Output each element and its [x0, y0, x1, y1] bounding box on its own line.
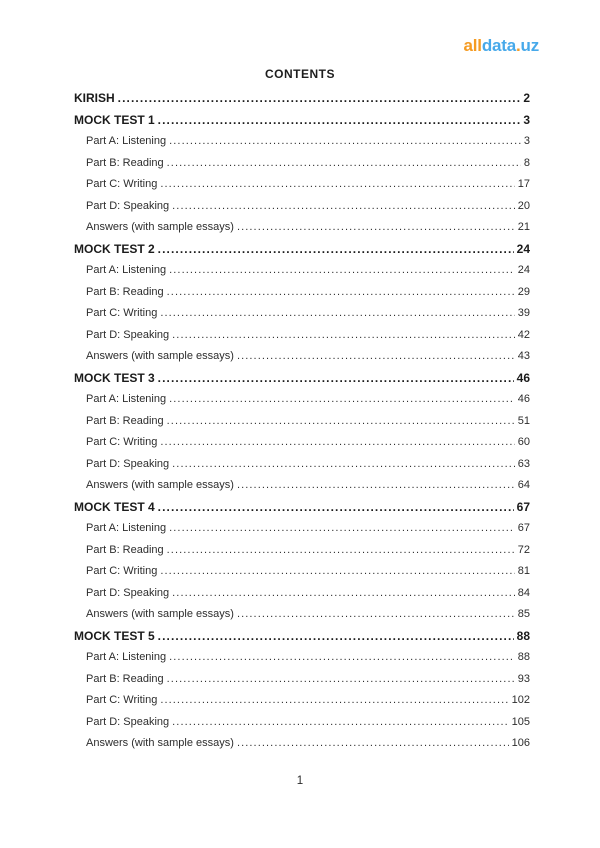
toc-entry[interactable]: [74, 110, 530, 132]
toc-entry-dot-leader: [169, 518, 515, 540]
toc-entry-label: Part B: Reading: [86, 543, 164, 556]
toc-entry-page-number: 39: [517, 307, 530, 319]
toc-entry-dot-leader: [172, 325, 515, 347]
toc-entry-page-number: 21: [517, 221, 530, 233]
toc-entry[interactable]: [74, 88, 530, 110]
toc-entry-dot-leader: [169, 389, 515, 411]
toc-entry-page-number: 46: [517, 393, 530, 405]
toc-entry[interactable]: [74, 518, 530, 540]
toc-entry-dot-leader: [158, 239, 514, 261]
toc-entry-page-number: 93: [517, 672, 530, 685]
toc-entry-dot-leader: [160, 690, 508, 712]
toc-entry-label: Part A: Listening: [86, 393, 167, 405]
toc-entry[interactable]: [74, 561, 530, 583]
toc-entry-label: Part B: Reading: [86, 414, 164, 427]
toc-entry[interactable]: [74, 131, 530, 153]
toc-entry[interactable]: [74, 647, 530, 669]
toc-entry[interactable]: [74, 260, 530, 282]
toc-entry-page-number: 81: [517, 565, 530, 577]
toc-entry-dot-leader: [167, 669, 515, 691]
logo-segment-0: all: [463, 36, 482, 55]
toc-entry-page-number: 72: [517, 543, 530, 556]
toc-entry-label: Answers (with sample essays): [86, 608, 234, 620]
toc-entry-label: Part A: Listening: [86, 135, 167, 147]
toc-entry[interactable]: [74, 346, 530, 368]
toc-entry-dot-leader: [167, 540, 515, 562]
toc-entry-label: Part B: Reading: [86, 156, 164, 169]
toc-entry-label: Part D: Speaking: [86, 199, 170, 212]
toc-entry-label: Part C: Writing: [86, 178, 158, 190]
toc-entry-dot-leader: [158, 368, 514, 390]
toc-entry-dot-leader: [172, 712, 508, 734]
toc-entry-page-number: 8: [523, 156, 530, 169]
toc-entry[interactable]: [74, 583, 530, 605]
toc-entry-page-number: 24: [516, 241, 530, 256]
toc-list: [74, 88, 530, 755]
toc-entry-page-number: 24: [517, 264, 530, 276]
toc-entry-dot-leader: [167, 153, 521, 175]
toc-entry-dot-leader: [167, 411, 515, 433]
toc-entry-dot-leader: [237, 217, 515, 239]
toc-entry-label: Part D: Speaking: [86, 328, 170, 341]
toc-entry-label: Part A: Listening: [86, 522, 167, 534]
toc-entry[interactable]: [74, 411, 530, 433]
toc-entry-label: Part C: Writing: [86, 307, 158, 319]
toc-entry-page-number: 20: [517, 199, 530, 212]
toc-entry[interactable]: [74, 432, 530, 454]
toc-entry[interactable]: [74, 196, 530, 218]
toc-entry-page-number: 63: [517, 457, 530, 470]
toc-entry-page-number: 67: [516, 499, 530, 514]
toc-entry-label: Part C: Writing: [86, 436, 158, 448]
toc-entry-label: MOCK TEST 3: [74, 370, 155, 385]
toc-entry-label: Answers (with sample essays): [86, 737, 234, 749]
toc-entry-dot-leader: [237, 346, 515, 368]
toc-entry-dot-leader: [237, 604, 515, 626]
toc-entry[interactable]: [74, 604, 530, 626]
logo-segment-3: uz: [520, 36, 539, 55]
toc-entry-dot-leader: [172, 196, 515, 218]
page-title: CONTENTS: [265, 67, 335, 81]
toc-entry-page-number: 85: [517, 608, 530, 620]
toc-entry-dot-leader: [118, 88, 521, 110]
footer-page-number: 1: [296, 775, 304, 787]
toc-entry-page-number: 102: [511, 694, 530, 706]
toc-entry[interactable]: [74, 540, 530, 562]
toc-entry-label: MOCK TEST 4: [74, 499, 155, 514]
toc-entry-label: Part C: Writing: [86, 565, 158, 577]
toc-entry-label: Part B: Reading: [86, 672, 164, 685]
toc-entry-dot-leader: [167, 282, 515, 304]
toc-entry-label: Part D: Speaking: [86, 715, 170, 728]
toc-entry[interactable]: [74, 475, 530, 497]
toc-entry-page-number: 2: [523, 91, 530, 105]
toc-entry-page-number: 42: [517, 328, 530, 341]
toc-entry[interactable]: [74, 217, 530, 239]
logo-segment-2: .: [515, 36, 521, 55]
toc-entry[interactable]: [74, 303, 530, 325]
toc-entry-page-number: 46: [516, 370, 530, 385]
toc-entry[interactable]: [74, 239, 530, 261]
toc-entry[interactable]: [74, 626, 530, 648]
toc-entry-label: KIRISH: [74, 91, 115, 105]
toc-entry-dot-leader: [158, 497, 514, 519]
toc-entry-page-number: 67: [517, 522, 530, 534]
toc-entry-label: MOCK TEST 1: [74, 112, 155, 127]
toc-entry[interactable]: [74, 389, 530, 411]
toc-entry-label: MOCK TEST 2: [74, 241, 155, 256]
toc-entry[interactable]: [74, 712, 530, 734]
toc-entry-page-number: 3: [523, 112, 530, 127]
toc-entry-page-number: 51: [517, 414, 530, 427]
toc-entry[interactable]: [74, 690, 530, 712]
toc-entry-dot-leader: [169, 260, 515, 282]
toc-entry-label: MOCK TEST 5: [74, 628, 155, 643]
toc-entry-label: Part B: Reading: [86, 285, 164, 298]
toc-entry-label: Part A: Listening: [86, 264, 167, 276]
toc-entry-label: Answers (with sample essays): [86, 479, 234, 491]
toc-entry-label: Answers (with sample essays): [86, 350, 234, 362]
toc-entry-dot-leader: [169, 647, 515, 669]
toc-entry-page-number: 43: [517, 350, 530, 362]
toc-entry[interactable]: [74, 174, 530, 196]
toc-entry[interactable]: [74, 368, 530, 390]
toc-entry[interactable]: [74, 153, 530, 175]
toc-entry-page-number: 88: [517, 651, 530, 663]
toc-entry-dot-leader: [172, 583, 515, 605]
toc-entry-dot-leader: [169, 131, 521, 153]
toc-entry-page-number: 3: [523, 135, 530, 147]
alldata-uz-logo: [464, 37, 539, 55]
toc-entry-dot-leader: [158, 110, 521, 132]
toc-entry-dot-leader: [160, 561, 514, 583]
toc-entry-page-number: 17: [517, 178, 530, 190]
toc-entry-label: Part C: Writing: [86, 694, 158, 706]
toc-entry-label: Part D: Speaking: [86, 457, 170, 470]
toc-entry-dot-leader: [237, 475, 515, 497]
toc-entry[interactable]: [74, 497, 530, 519]
toc-entry[interactable]: [74, 325, 530, 347]
toc-entry-dot-leader: [160, 303, 514, 325]
toc-entry-page-number: 105: [511, 715, 530, 728]
toc-entry-label: Part D: Speaking: [86, 586, 170, 599]
toc-entry-page-number: 29: [517, 285, 530, 298]
toc-entry-label: Answers (with sample essays): [86, 221, 234, 233]
toc-entry[interactable]: [74, 454, 530, 476]
toc-entry-page-number: 60: [517, 436, 530, 448]
toc-entry-dot-leader: [160, 432, 514, 454]
toc-entry-page-number: 106: [511, 737, 530, 749]
toc-entry[interactable]: [74, 733, 530, 755]
logo-segment-1: data: [481, 36, 516, 55]
toc-entry-page-number: 88: [516, 628, 530, 643]
toc-entry-dot-leader: [237, 733, 509, 755]
toc-entry[interactable]: [74, 282, 530, 304]
toc-entry-dot-leader: [172, 454, 515, 476]
toc-entry-dot-leader: [158, 626, 514, 648]
toc-entry-label: Part A: Listening: [86, 651, 167, 663]
toc-entry-dot-leader: [160, 174, 514, 196]
toc-entry-page-number: 84: [517, 586, 530, 599]
toc-entry-page-number: 64: [517, 479, 530, 491]
toc-entry[interactable]: [74, 669, 530, 691]
